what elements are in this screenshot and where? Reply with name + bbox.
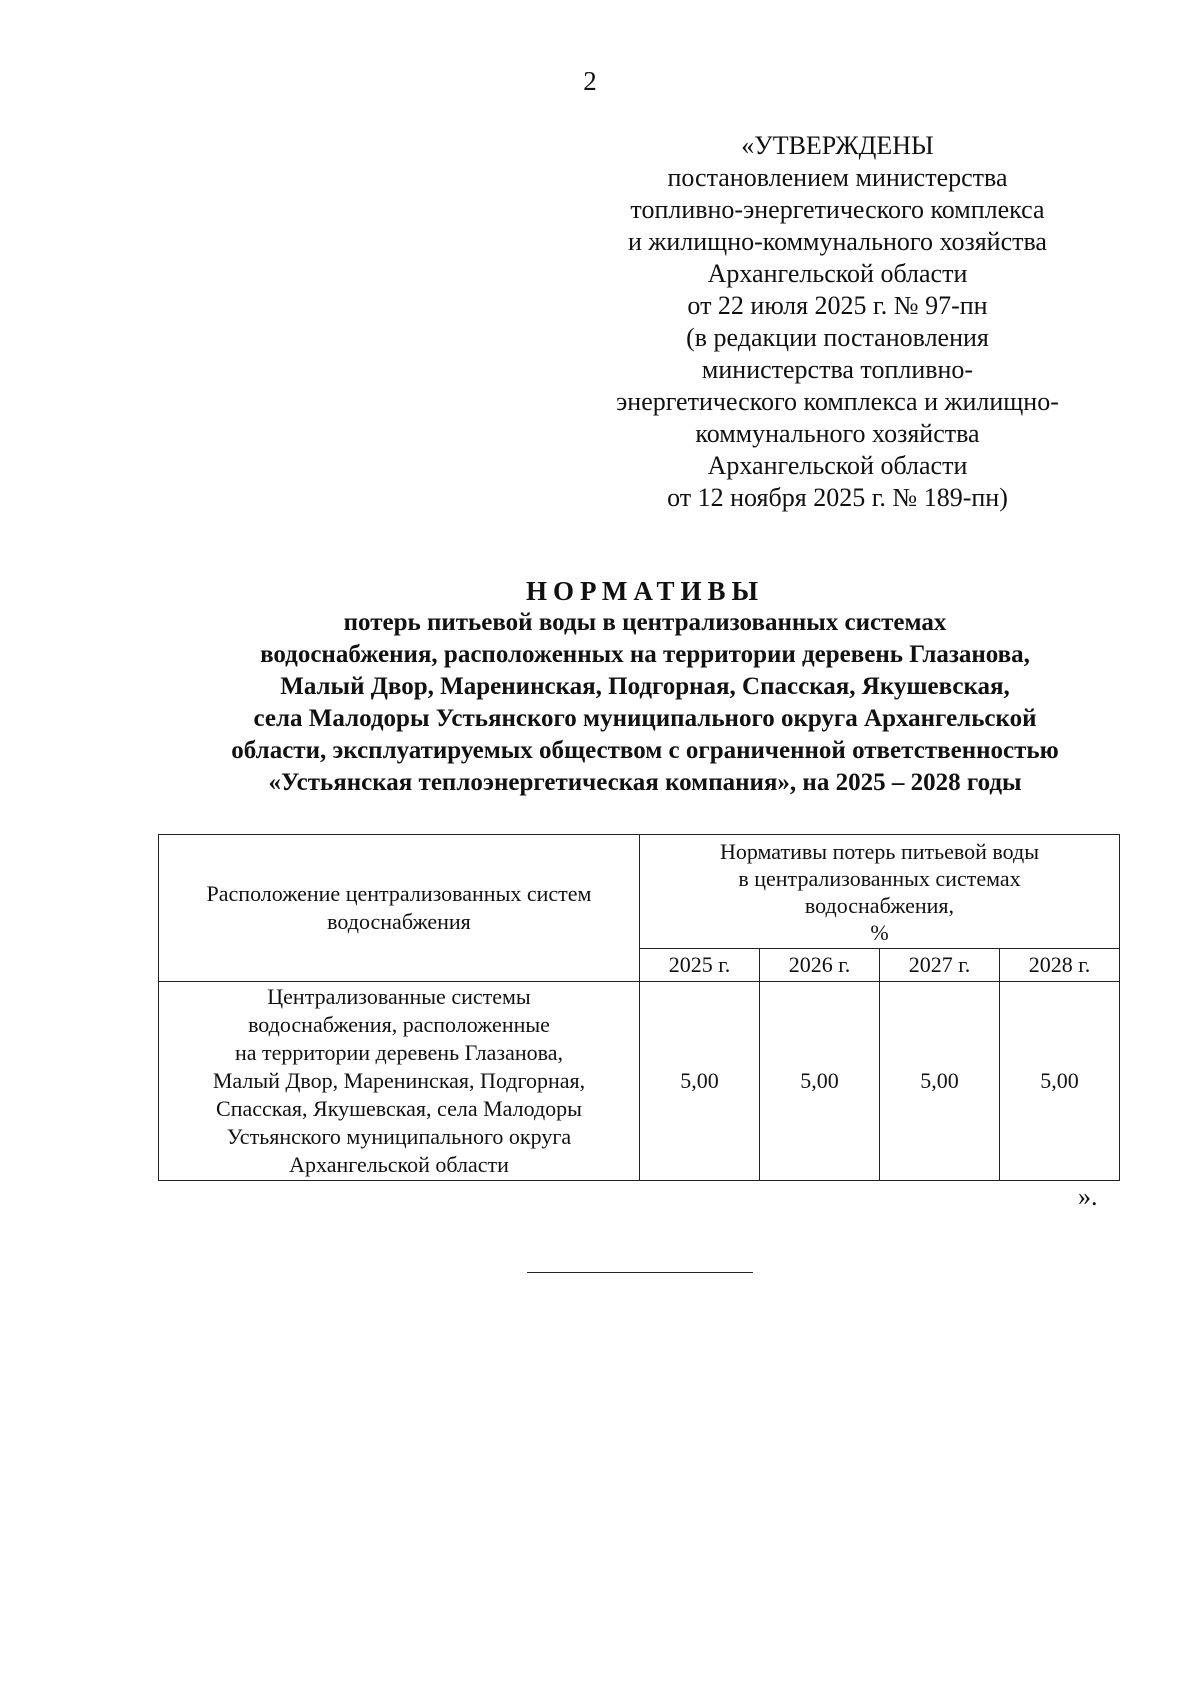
- year-header: 2027 г.: [880, 949, 1000, 982]
- norm-value-cell: 5,00: [880, 982, 1000, 1181]
- approval-line: (в редакции постановления: [686, 323, 989, 352]
- location-line: Архангельской области: [289, 1152, 509, 1177]
- approval-block: [560, 130, 1115, 514]
- location-line: на территории деревень Глазанова,: [234, 1040, 563, 1065]
- approval-line: от 22 июля 2025 г. № 97-пн: [687, 291, 988, 320]
- norms-header-line: %: [870, 919, 889, 945]
- approval-line: постановлением министерства: [667, 163, 1008, 192]
- approval-line: коммунального хозяйства: [695, 419, 980, 448]
- year-header: 2028 г.: [1000, 949, 1120, 982]
- norm-value-cell: 5,00: [1000, 982, 1120, 1181]
- approval-line: министерства топливно-: [701, 355, 974, 384]
- norm-value-cell: 5,00: [640, 982, 760, 1181]
- norms-header-line: Нормативы потерь питьевой воды: [719, 838, 1040, 864]
- year-header: 2025 г.: [640, 949, 760, 982]
- approval-line: и жилищно-коммунального хозяйства: [628, 227, 1047, 256]
- location-line: Централизованные системы: [267, 984, 531, 1009]
- table-row: [159, 982, 1120, 1181]
- document-title: НОРМАТИВЫ: [525, 576, 765, 606]
- approval-line: энергетического комплекса и жилищно-: [616, 387, 1059, 416]
- location-line: Устьянского муниципального округа: [226, 1124, 572, 1149]
- approval-line: топливно-энергетического комплекса: [630, 195, 1045, 224]
- norms-header-line: водоснабжения,: [804, 892, 955, 918]
- norms-table: [158, 834, 1120, 1181]
- page-number: 2: [583, 66, 597, 96]
- heading-line: водоснабжения, расположенных на территории деревень Глазанова,: [260, 641, 1030, 668]
- location-header: [159, 835, 640, 982]
- location-line: водоснабжения, расположенные: [248, 1012, 550, 1037]
- norm-value-cell: 5,00: [760, 982, 880, 1181]
- location-header-line: водоснабжения: [327, 909, 471, 934]
- approval-line: Архангельской области: [707, 259, 968, 288]
- location-line: Малый Двор, Маренинская, Подгорная,: [212, 1068, 586, 1093]
- heading-line: Малый Двор, Маренинская, Подгорная, Спасская, Якушевская,: [280, 673, 1010, 700]
- document-heading: [130, 575, 1160, 799]
- approval-line: от 12 ноября 2025 г. № 189-пн): [667, 483, 1008, 512]
- norms-header-line: в централизованных системах: [738, 865, 1021, 891]
- end-divider: [527, 1272, 753, 1273]
- heading-line: «Устьянская теплоэнергетическая компания», на 2025 – 2028 годы: [268, 769, 1022, 796]
- table-header-row: [159, 835, 1120, 949]
- closing-quote: ».: [1078, 1182, 1098, 1211]
- approval-line: «УТВЕРЖДЕНЫ: [741, 131, 934, 160]
- year-header: 2026 г.: [760, 949, 880, 982]
- approval-line: Архангельской области: [707, 451, 968, 480]
- location-header-line: Расположение централизованных систем: [206, 881, 592, 906]
- location-cell: [159, 982, 640, 1181]
- heading-line: области, эксплуатируемых обществом с ограниченной ответственностью: [231, 737, 1059, 764]
- norms-header: [640, 835, 1120, 949]
- heading-line: села Малодоры Устьянского муниципального округа Архангельской: [253, 705, 1037, 732]
- location-line: Спасская, Якушевская, села Малодоры: [216, 1096, 582, 1121]
- heading-line: потерь питьевой воды в централизованных системах: [343, 609, 947, 636]
